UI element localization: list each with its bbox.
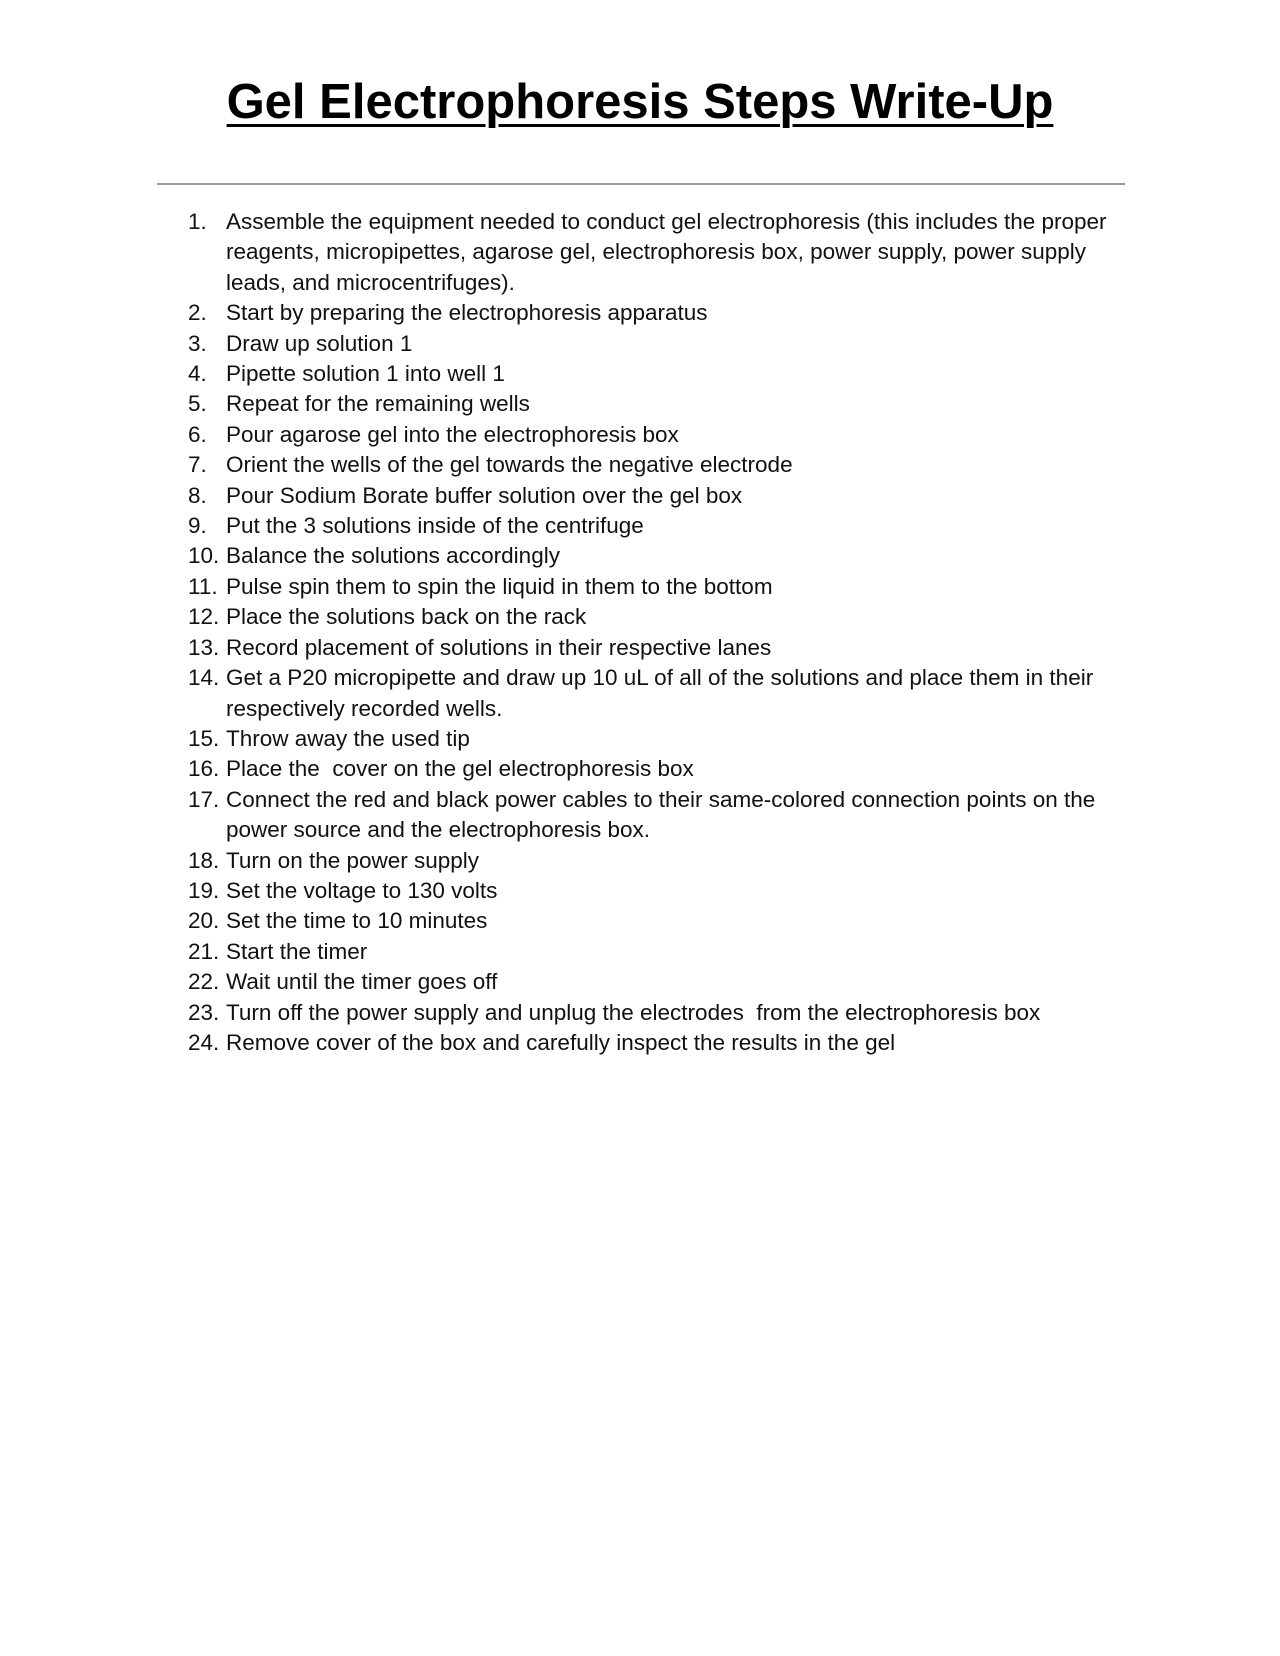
step-item (0, 967, 1280, 997)
step-text: Assemble the equipment needed to conduct gel electrophoresis (this includes the proper reagents, micropipettes, agarose gel, electrophoresis box, power supply, power supply leads, and microcentrifuges). (226, 209, 1113, 295)
step-text: Orient the wells of the gel towards the negative electrode (226, 452, 793, 478)
step-number: 6. (188, 421, 207, 447)
step-number: 15. (188, 725, 220, 751)
step-number: 19. (188, 877, 220, 903)
step-item (0, 724, 1280, 754)
step-number: 23. (188, 999, 220, 1025)
step-item (0, 420, 1280, 450)
step-text: Start by preparing the electrophoresis apparatus (226, 300, 708, 326)
step-item (0, 450, 1280, 480)
step-item (0, 663, 1280, 724)
step-number: 22. (188, 969, 220, 995)
step-text: Pipette solution 1 into well 1 (226, 361, 505, 387)
step-text: Set the time to 10 minutes (226, 908, 488, 934)
step-text: Place the solutions back on the rack (226, 604, 587, 630)
step-text: Balance the solutions accordingly (226, 543, 560, 569)
step-text: Turn off the power supply and unplug the electrodes from the electrophoresis box (226, 999, 1041, 1025)
step-item (0, 998, 1280, 1028)
step-text: Put the 3 solutions inside of the centrifuge (226, 513, 644, 539)
step-text: Get a P20 micropipette and draw up 10 uL of all of the solutions and place them in their respectively recorded wells. (226, 665, 1100, 721)
step-text: Start the timer (226, 938, 368, 964)
step-number: 8. (188, 482, 207, 508)
step-number: 21. (188, 938, 220, 964)
step-item (0, 785, 1280, 846)
step-number: 2. (188, 300, 207, 326)
step-number: 1. (188, 209, 207, 234)
step-text: Pour Sodium Borate buffer solution over the gel box (226, 482, 743, 508)
step-text: Pour agarose gel into the electrophoresis box (226, 421, 679, 447)
step-text: Remove cover of the box and carefully inspect the results in the gel (226, 1029, 896, 1055)
step-number: 18. (188, 847, 220, 873)
step-number: 24. (188, 1029, 220, 1055)
step-item (0, 298, 1280, 328)
step-text: Throw away the used tip (226, 725, 470, 751)
step-item (0, 876, 1280, 906)
step-text: Repeat for the remaining wells (226, 391, 530, 417)
step-item (0, 633, 1280, 663)
step-number: 20. (188, 908, 220, 934)
step-item (0, 572, 1280, 602)
step-item (0, 846, 1280, 876)
step-number: 14. (188, 665, 220, 691)
step-text: Turn on the power supply (226, 847, 480, 873)
step-text: Wait until the timer goes off (226, 969, 498, 995)
step-number: 12. (188, 604, 220, 630)
document-title: Gel Electrophoresis Steps Write-Up (226, 75, 1054, 129)
step-number: 16. (188, 756, 220, 782)
step-text: Record placement of solutions in their respective lanes (226, 634, 772, 660)
step-item (0, 389, 1280, 419)
step-item (0, 207, 1280, 298)
step-number: 7. (188, 452, 207, 478)
step-item (0, 937, 1280, 967)
step-item (0, 602, 1280, 632)
steps-list (0, 207, 1280, 1058)
step-item (0, 906, 1280, 936)
step-number: 5. (188, 391, 207, 417)
step-item (0, 1028, 1280, 1058)
step-item (0, 329, 1280, 359)
step-number: 17. (188, 786, 220, 812)
step-number: 13. (188, 634, 220, 660)
title-divider (157, 183, 1125, 185)
step-text: Set the voltage to 130 volts (226, 877, 498, 903)
step-number: 9. (188, 513, 207, 539)
step-text: Place the cover on the gel electrophoresis box (226, 756, 694, 782)
step-number: 10. (188, 543, 220, 569)
step-number: 3. (188, 330, 207, 356)
step-text: Draw up solution 1 (226, 330, 413, 356)
step-item (0, 541, 1280, 571)
step-text: Pulse spin them to spin the liquid in them to the bottom (226, 573, 773, 599)
step-item (0, 754, 1280, 784)
step-item (0, 511, 1280, 541)
step-number: 4. (188, 361, 207, 387)
step-item (0, 359, 1280, 389)
step-text: Connect the red and black power cables to their same-colored connection points on the power source and the electrophoresis box. (226, 786, 1102, 843)
step-item (0, 481, 1280, 511)
step-number: 11. (188, 573, 218, 599)
